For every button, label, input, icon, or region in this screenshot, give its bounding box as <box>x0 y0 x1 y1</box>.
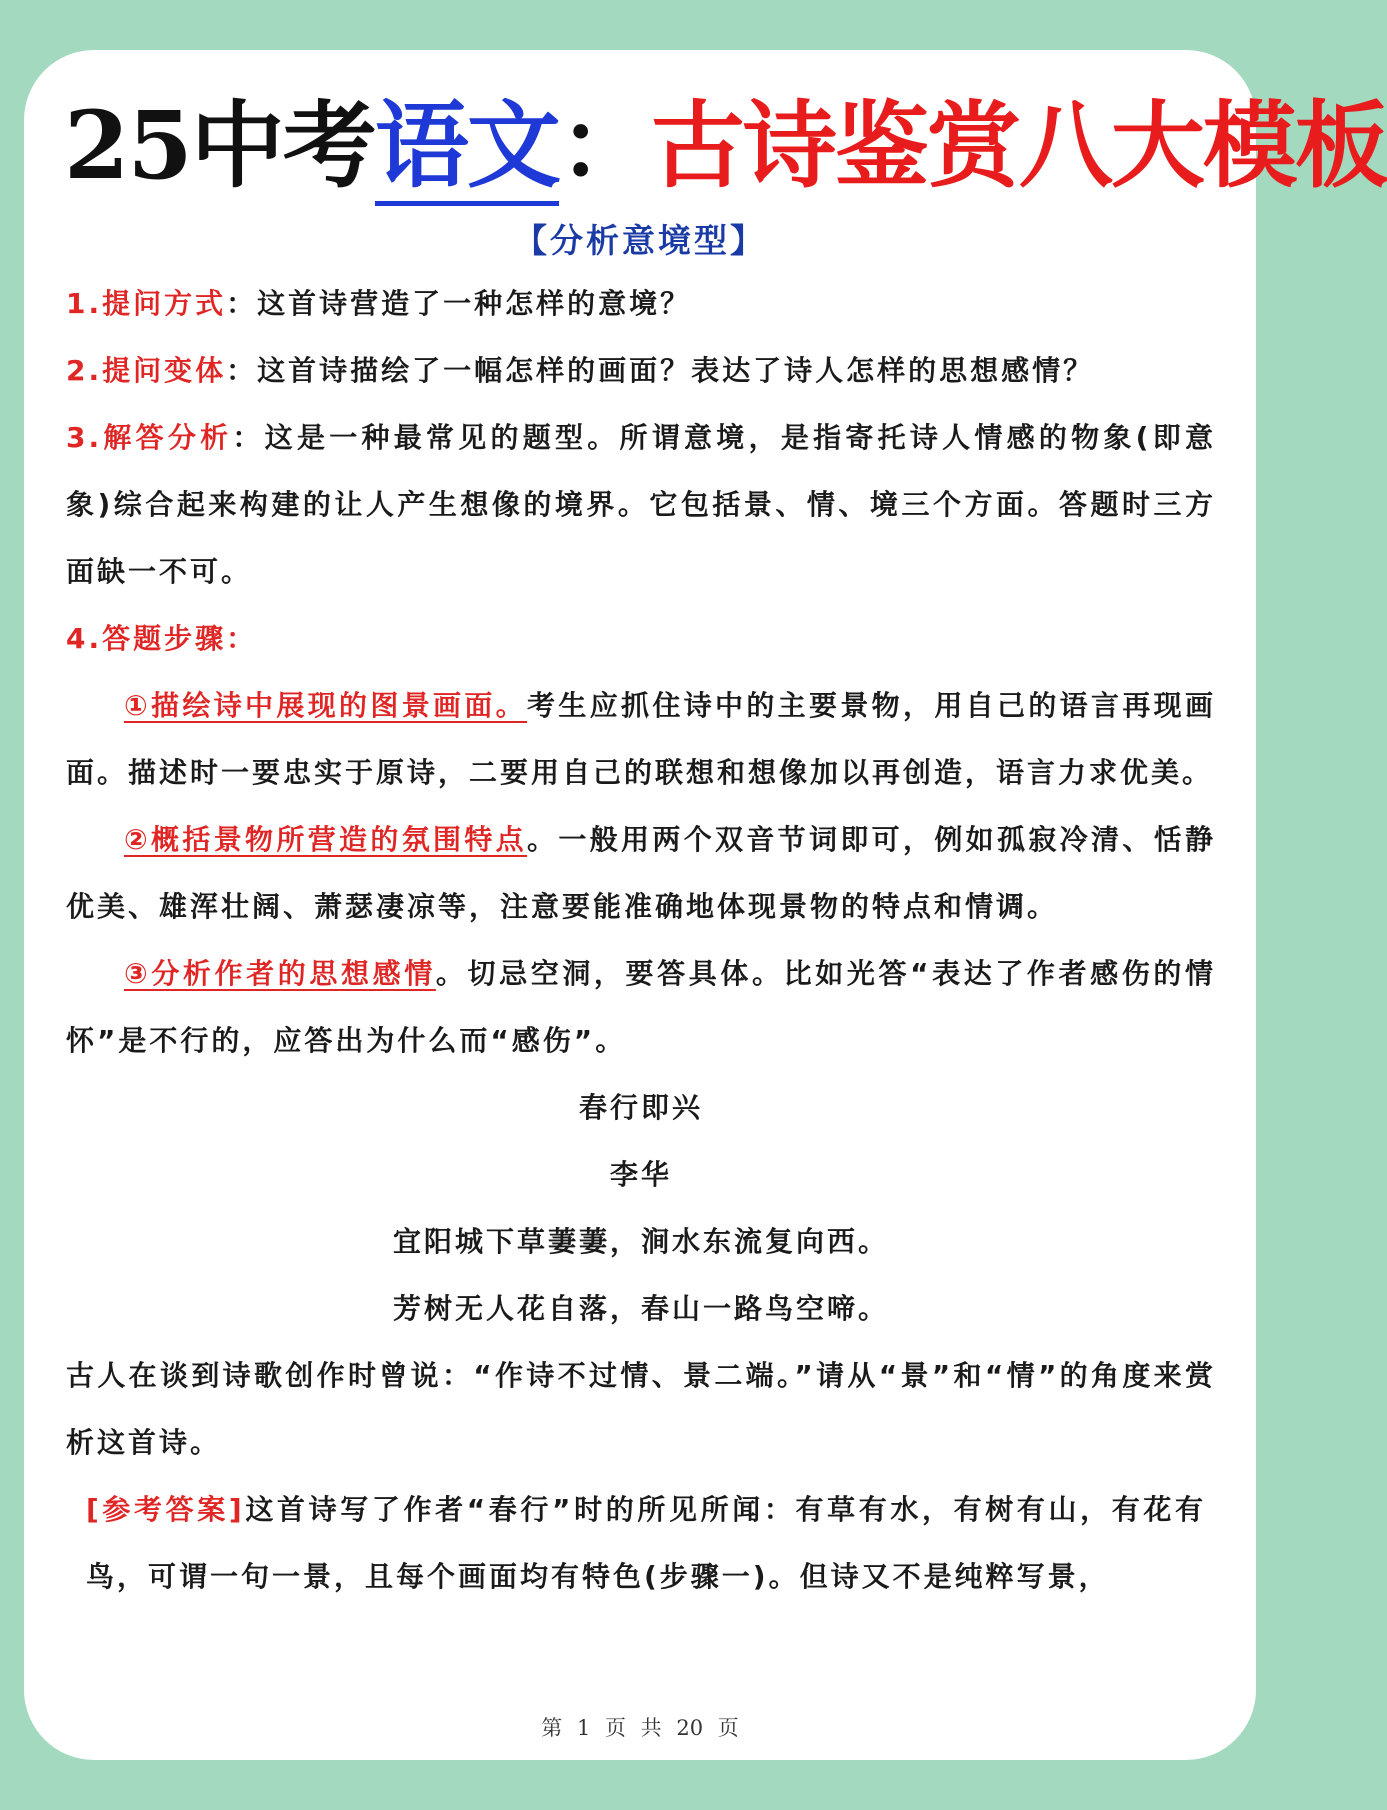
item-4 <box>66 605 1216 672</box>
reference-answer <box>66 1476 1216 1610</box>
document-body <box>66 270 1216 1610</box>
title-part-3: ： <box>558 91 651 201</box>
item-1 <box>66 270 1216 337</box>
item-1-text: ：这首诗营造了一种怎样的意境？ <box>226 287 692 320</box>
item-2 <box>66 337 1216 404</box>
step-3 <box>66 940 1216 1074</box>
item-4-label: 4.答题步骤： <box>66 622 258 655</box>
step-1 <box>66 672 1216 806</box>
item-2-label: 2.提问变体 <box>66 354 227 387</box>
answer-label: [参考答案] <box>86 1493 245 1526</box>
item-1-label: 1.提问方式 <box>66 287 227 320</box>
document-card <box>24 50 1387 1760</box>
poem-author: 李华 <box>609 1158 672 1191</box>
item-3 <box>66 404 1216 605</box>
poem-line-1: 宜阳城下草萋萋，涧水东流复向西。 <box>392 1225 889 1258</box>
title-part-2: 语文 <box>375 91 559 206</box>
answer-text: 这首诗写了作者“春行”时的所见所闻：有草有水，有树有山，有花有鸟，可谓一句一景，且每个画面均有特色(步骤一)。但诗又不是纯粹写景， <box>86 1493 1206 1593</box>
step-3-text: 。切忌空洞，要答具体。比如光答“表达了作者感伤的情怀”是不行的，应答出为什么而“感伤”。 <box>66 957 1216 1057</box>
title-part-1: 25中考 <box>64 91 375 201</box>
step-3-heading: ③分析作者的思想感情 <box>124 957 436 990</box>
step-1-heading: ①描绘诗中展现的图景画面。 <box>124 689 528 722</box>
item-3-text: ：这是一种最常见的题型。所谓意境，是指寄托诗人情感的物象(即意象)综合起来构建的让人产生想像的境界。它包括景、情、境三个方面。答题时三方面缺一不可。 <box>66 421 1216 588</box>
poem-line-2: 芳树无人花自落，春山一路鸟空啼。 <box>392 1292 889 1325</box>
section-subtitle: 【分析意境型】 <box>514 221 766 260</box>
step-2-heading: ②概括景物所营造的氛围特点 <box>124 823 528 856</box>
poem-title: 春行即兴 <box>578 1091 703 1124</box>
step-1-text: 考生应抓住诗中的主要景物，用自己的语言再现画面。描述时一要忠实于原诗，二要用自己的联想和想像加以再创造，语言力求优美。 <box>66 689 1216 789</box>
item-2-text: ：这首诗描绘了一幅怎样的画面？表达了诗人怎样的思想感情？ <box>226 354 1095 387</box>
exam-question: 古人在谈到诗歌创作时曾说：“作诗不过情、景二端。”请从“景”和“情”的角度来赏析这首诗。 <box>66 1359 1216 1459</box>
page-title <box>64 86 1387 206</box>
step-2-text: 。一般用两个双音节词即可，例如孤寂冷清、恬静优美、雄浑壮阔、萧瑟凄凉等，注意要能准确地体现景物的特点和情调。 <box>66 823 1216 923</box>
page-footer: 第 1 页 共 20 页 <box>541 1716 739 1740</box>
step-2 <box>66 806 1216 940</box>
item-3-label: 3.解答分析 <box>66 421 233 454</box>
title-part-4: 古诗鉴赏八大模板 <box>650 91 1387 201</box>
